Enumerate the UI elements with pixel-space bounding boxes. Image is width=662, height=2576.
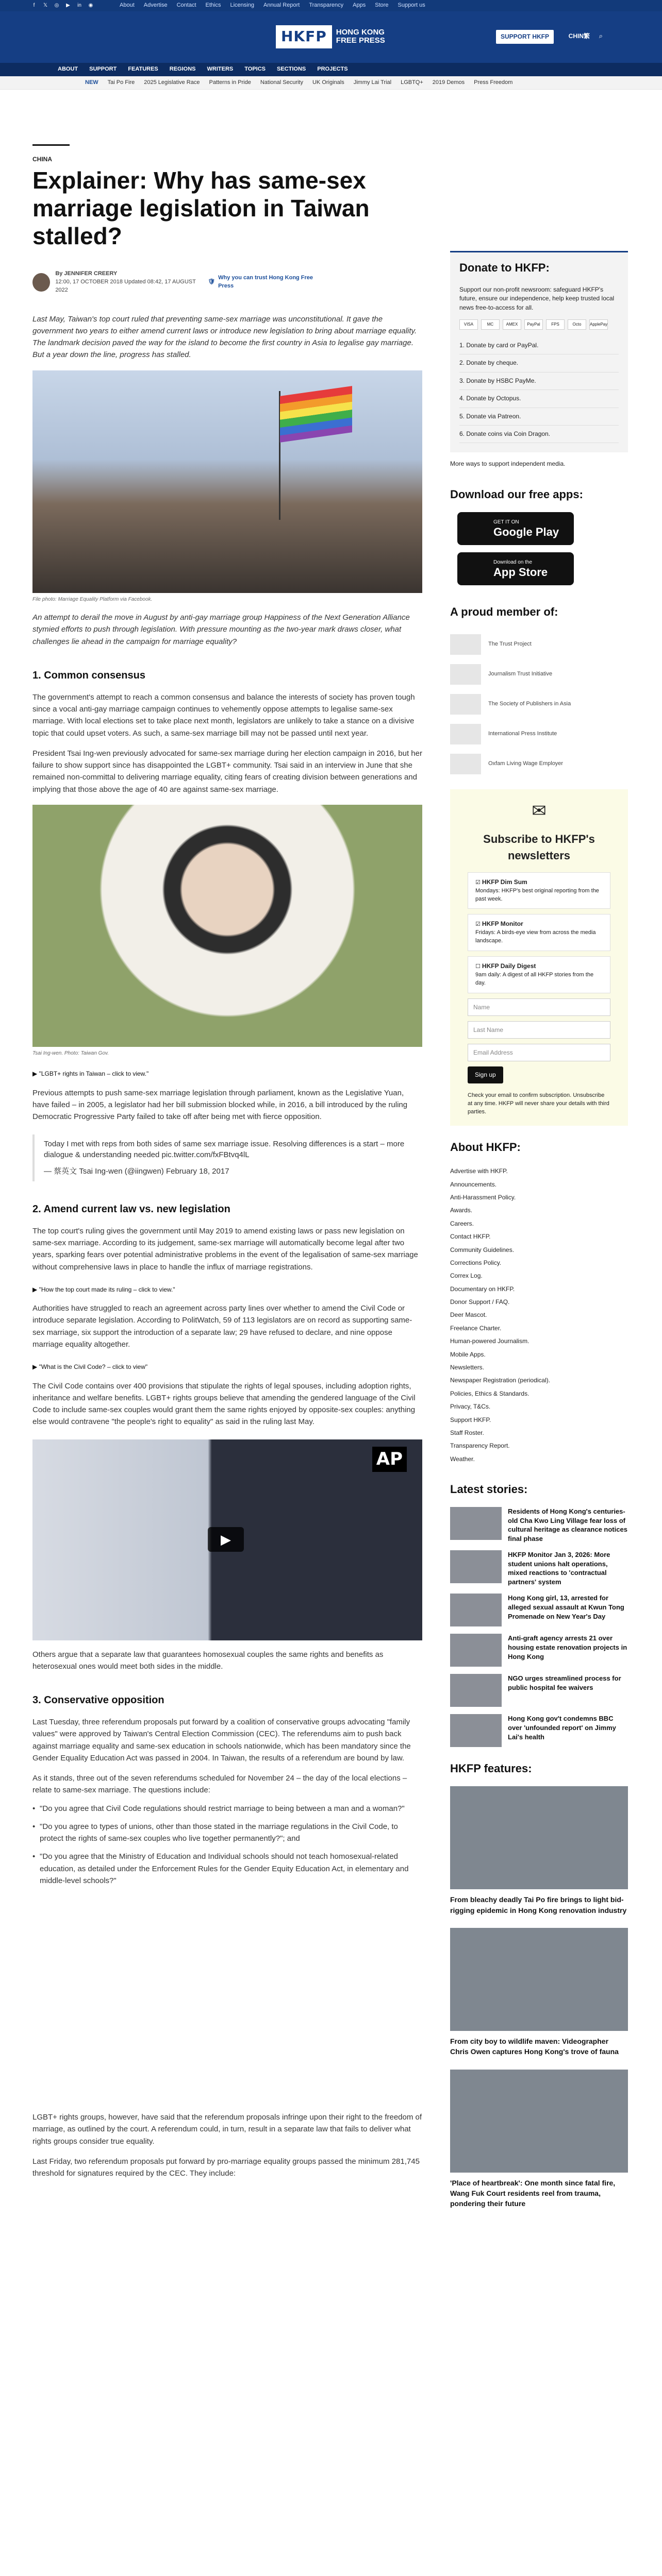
about-link[interactable]: Policies, Ethics & Standards. bbox=[450, 1389, 529, 1397]
tag-link[interactable]: 2025 Legislative Race bbox=[144, 79, 200, 86]
paragraph: The Civil Code contains over 400 provisions that stipulate the rights of legal spouses, including adoption rights, inheritance and welfare benefits. LGBT+ rights groups believe that amending the gendered language of the Civil Code to include same-sex couples would grant them the same rights enjoyed by opposite-sex couples: anything else would contravene "the people's right to equality" as said in the ruling last May. bbox=[32, 1381, 416, 1427]
newsletter-option[interactable]: ☑ HKFP Dim Sum Mondays: HKFP's best original reporting from the past week. bbox=[468, 872, 610, 909]
donate-option[interactable]: 1. Donate by card or PayPal. bbox=[459, 337, 619, 354]
member-logo[interactable]: The Trust Project bbox=[450, 630, 628, 659]
facebook-icon[interactable]: f bbox=[33, 3, 35, 8]
about-link[interactable]: Community Guidelines. bbox=[450, 1246, 515, 1253]
member-title: A proud member of: bbox=[450, 605, 558, 618]
linkedin-icon[interactable]: in bbox=[77, 3, 81, 8]
rainbow-flag-photo bbox=[32, 370, 422, 593]
latest-story[interactable]: NGO urges streamlined process for public hospital fee waivers bbox=[450, 1674, 628, 1707]
subscribe-title: Subscribe to HKFP's newsletters bbox=[483, 832, 595, 862]
about-link[interactable]: Awards. bbox=[450, 1207, 473, 1214]
tag-link[interactable]: LGBTQ+ bbox=[401, 79, 423, 86]
apps-title: Download our free apps: bbox=[450, 487, 583, 501]
play-icon[interactable]: ▶ bbox=[208, 1527, 244, 1552]
tag-link[interactable]: Jimmy Lai Trial bbox=[353, 79, 392, 86]
category-rule bbox=[32, 144, 70, 146]
top-link[interactable]: Annual Report bbox=[263, 2, 300, 9]
nav-item[interactable]: ABOUT bbox=[58, 66, 78, 73]
newsletter-option[interactable]: ☑ HKFP Monitor Fridays: A birds-eye view from across the media landscape. bbox=[468, 914, 610, 951]
youtube-icon[interactable]: ▶ bbox=[66, 3, 70, 8]
donate-box bbox=[450, 251, 628, 452]
article-category[interactable]: CHINA bbox=[32, 156, 52, 163]
section-heading: 2. Amend current law vs. new legislation bbox=[32, 1203, 230, 1215]
tag-link[interactable]: 2019 Demos bbox=[432, 79, 465, 86]
paragraph: As it stands, three out of the seven referendums scheduled for November 24 – the day of the local elections – relate to same-sex marriage. The questions include: bbox=[32, 1774, 407, 1795]
nav-item[interactable]: PROJECTS bbox=[317, 66, 348, 73]
sidebar bbox=[450, 251, 628, 2221]
top-link[interactable]: Advertise bbox=[143, 2, 168, 9]
first-name-input[interactable]: Name bbox=[468, 998, 610, 1016]
octopus-logo: Octo bbox=[568, 319, 586, 330]
top-link[interactable]: Contact bbox=[176, 2, 196, 9]
expand-toggle[interactable]: ▶ "How the top court made its ruling – click to view." bbox=[32, 1285, 175, 1293]
nav-item[interactable]: REGIONS bbox=[169, 66, 196, 73]
google-play-button[interactable]: GET IT ON Google Play bbox=[457, 512, 574, 545]
section-heading: 1. Common consensus bbox=[32, 669, 145, 681]
mail-icon: ✉ bbox=[532, 801, 547, 821]
paypal-logo: PayPal bbox=[524, 319, 543, 330]
subscribe-note: Check your email to confirm subscription. Unsubscribe at any time. HKFP will never share your details with third parties. bbox=[468, 1092, 609, 1115]
email-input[interactable]: Email Address bbox=[468, 1044, 610, 1061]
feature-story[interactable]: 'Place of heartbreak': One month since fatal fire, Wang Fuk Court residents reel from trauma, pondering their future bbox=[450, 2070, 628, 2209]
tag-link[interactable]: Patterns in Pride bbox=[209, 79, 251, 86]
nav-item[interactable]: SUPPORT bbox=[89, 66, 117, 73]
about-link[interactable]: Announcements. bbox=[450, 1180, 497, 1188]
instagram-icon[interactable]: ◎ bbox=[54, 3, 59, 8]
about-link[interactable]: Corrections Policy. bbox=[450, 1259, 502, 1266]
nav-item[interactable]: SECTIONS bbox=[277, 66, 306, 73]
search-icon[interactable]: ⌕ bbox=[599, 32, 603, 40]
top-link[interactable]: Apps bbox=[353, 2, 366, 9]
about-link[interactable]: Staff Roster. bbox=[450, 1429, 484, 1436]
photo-caption: Tsai Ing-wen. Photo: Taiwan Gov. bbox=[32, 1050, 109, 1056]
about-link[interactable]: Advertise with HKFP. bbox=[450, 1167, 508, 1175]
list-item: • "Do you agree that Civil Code regulations should restrict marriage to being between a man and a woman?" bbox=[32, 1803, 422, 1815]
about-link[interactable]: Donor Support / FAQ. bbox=[450, 1298, 510, 1306]
article-title: Explainer: Why has same-sex marriage legislation in Taiwan stalled? bbox=[32, 167, 370, 250]
top-link[interactable]: About bbox=[120, 2, 135, 9]
member-logo[interactable]: Oxfam Living Wage Employer bbox=[450, 749, 628, 779]
site-header bbox=[0, 11, 662, 63]
paragraph: The top court's ruling gives the government until May 2019 to amend existing laws or pass new legislation on same-sex marriage. According to its judgement, same-sex marriage will automatically become legal after two years, sparking fears over potential administrative problems in the event of the legalisation of same-sex marriage without comprehensive laws in place to handle the influx of marriage registrations. bbox=[32, 1226, 418, 1272]
paragraph: Others argue that a separate law that guarantees homosexual couples the same rights and benefits as heterosexual ones would meet both sides in the middle. bbox=[32, 1650, 384, 1671]
about-link[interactable]: Newsletters. bbox=[450, 1364, 485, 1371]
latest-story[interactable]: Anti-graft agency arrests 21 over housing estate renovation projects in Hong Kong bbox=[450, 1634, 628, 1667]
latest-story[interactable]: Residents of Hong Kong's centuries-old Cha Kwo Ling Village fear loss of cultural heritage as clearance notices final phase bbox=[450, 1507, 628, 1543]
byline bbox=[32, 270, 422, 295]
rss-icon[interactable]: ◉ bbox=[88, 3, 93, 8]
ap-badge: AP bbox=[372, 1447, 407, 1472]
author-avatar bbox=[32, 273, 50, 292]
top-links bbox=[120, 2, 425, 10]
video-player[interactable] bbox=[32, 1439, 422, 1640]
member-logo[interactable]: Journalism Trust Initiative bbox=[450, 659, 628, 689]
donate-title: Donate to HKFP: bbox=[459, 261, 550, 274]
article bbox=[32, 144, 422, 2179]
features-title: HKFP features: bbox=[450, 1762, 532, 1775]
latest-story[interactable]: HKFP Monitor Jan 3, 2026: More student unions halt operations, mixed reactions to 'contractual partners' system bbox=[450, 1550, 628, 1586]
about-link[interactable]: Careers. bbox=[450, 1219, 474, 1227]
logo-text: HONG KONG FREE PRESS bbox=[336, 28, 385, 45]
tweet-text: Today I met with reps from both sides of same sex marriage issue. Resolving differences is a start – more dialogue & understanding needed pic.twitter.com/fxFBtvq4lL bbox=[44, 1139, 405, 1160]
new-badge: NEW bbox=[85, 79, 98, 86]
about-link[interactable]: Contact HKFP. bbox=[450, 1233, 491, 1241]
last-name-input[interactable]: Last Name bbox=[468, 1021, 610, 1039]
nav-item[interactable]: TOPICS bbox=[244, 66, 266, 73]
main-nav bbox=[0, 63, 662, 76]
paragraph: An attempt to derail the move in August by anti-gay marriage group Happiness of the Next Generation Alliance stymied efforts to push through legislation. With pressure mounting as the two-year mark draws closer, what challenges lie ahead in the campaign for marriage equality? bbox=[32, 613, 410, 646]
about-link[interactable]: Privacy, T&Cs. bbox=[450, 1403, 491, 1411]
tag-link[interactable]: National Security bbox=[260, 79, 303, 86]
about-list bbox=[450, 1165, 628, 1466]
photo-caption: File photo: Marriage Equality Platform via Facebook. bbox=[32, 596, 153, 602]
tag-link[interactable]: Tai Po Fire bbox=[107, 79, 135, 86]
expand-toggle[interactable]: ▶ "What is the Civil Code? – click to view" bbox=[32, 1363, 148, 1371]
ad-space bbox=[32, 1887, 422, 2103]
top-link[interactable]: Licensing bbox=[230, 2, 254, 9]
hkfp-logo[interactable] bbox=[276, 25, 385, 48]
fps-logo: FPS bbox=[546, 319, 565, 330]
twitter-icon[interactable]: 𝕏 bbox=[43, 3, 48, 8]
list-item: • "Do you agree that the Ministry of Education and Individual schools should not teach homosexual-related education, as detailed under the Enforcement Rules for the Gender Equity Education Act, in elementary and middle-level schools?" bbox=[32, 1851, 422, 1887]
about-link[interactable]: Documentary on HKFP. bbox=[450, 1285, 515, 1293]
paragraph: The government's attempt to reach a common consensus and balance the interests of society has proven tough since a vocal anti-gay marriage campaign continues to vehemently oppose attempts to legalise same-sex marriage. With local elections set to take place next month, legislators are unlikely to take a stance on a divisive topic that could upset voters. As such, a same-sex marriage bill may not be passed until next year. bbox=[32, 692, 415, 738]
language-toggle[interactable]: CHIN繁 bbox=[568, 32, 590, 40]
latest-title: Latest stories: bbox=[450, 1483, 528, 1496]
top-link[interactable]: Ethics bbox=[205, 2, 221, 9]
paragraph: Authorities have struggled to reach an agreement across party lines over whether to amend the Civil Code or introduce separate legislation. According to PolitWatch, 59 of 113 legislators are on record as supporting same-sex marriage, six support the introduction of a separate law; 29 have refused to declare, and nine oppose marriage equality altogether. bbox=[32, 1304, 412, 1349]
trust-link[interactable]: 🛡 Why you can trust Hong Kong Free Press bbox=[208, 274, 313, 289]
about-title: About HKFP: bbox=[450, 1141, 521, 1154]
latest-story[interactable]: Hong Kong gov't condemns BBC over 'unfounded report' on Jimmy Lai's health bbox=[450, 1714, 628, 1747]
about-link[interactable]: Support HKFP. bbox=[450, 1416, 491, 1423]
article-date: 12:00, 17 OCTOBER 2018 Updated 08:42, 17 AUGUST 2022 bbox=[55, 278, 196, 293]
paragraph: LGBT+ rights groups, however, have said that the referendum proposals infringe upon their right to the freedom of marriage, as outlined by the court. A referendum could, in turn, result in a separate law that fails to deliver what rights groups consider true equality. bbox=[32, 2113, 422, 2146]
author-name[interactable]: By JENNIFER CREERY bbox=[55, 270, 118, 277]
amex-logo: AMEX bbox=[503, 319, 521, 330]
list-item: • "Do you agree to types of unions, other than those stated in the marriage regulations in the Civil Code, to protect the rights of same-sex couples who live together permanently?"; and bbox=[32, 1821, 422, 1845]
expand-toggle[interactable]: ▶ "LGBT+ rights in Taiwan – click to view." bbox=[32, 1070, 149, 1078]
nav-item[interactable]: FEATURES bbox=[128, 66, 158, 73]
donate-option[interactable]: 2. Donate by cheque. bbox=[459, 354, 619, 372]
donate-text[interactable]: Support our non-profit newsroom: safeguard HKFP's future, ensure our independence, help keep trusted local news free-to-access for all. bbox=[459, 285, 615, 311]
more-ways-link[interactable]: More ways to support independent media. bbox=[450, 460, 566, 468]
visa-logo: VISA bbox=[459, 319, 478, 330]
about-link[interactable]: Mobile Apps. bbox=[450, 1350, 486, 1358]
about-link[interactable]: Deer Mascot. bbox=[450, 1311, 487, 1319]
top-link[interactable]: Support us bbox=[398, 2, 425, 9]
paragraph: Last Tuesday, three referendum proposals put forward by a coalition of conservative groups advocating "family values" were approved by Taiwan's Central Election Commission (CEC). The referendums aim to push back against marriage equality and same-sex education in schools nationwide, which has been mandatory since the Gender Equality Education Act was passed in 2004. In Taiwan, the results of a referendum are bound by law. bbox=[32, 1718, 411, 1762]
donate-option[interactable]: 6. Donate coins via Coin Dragon. bbox=[459, 426, 619, 443]
mastercard-logo: MC bbox=[481, 319, 500, 330]
newsletter-option[interactable]: ☐ HKFP Daily Digest 9am daily: A digest of all HKFP stories from the day. bbox=[468, 956, 610, 993]
about-link[interactable]: Newspaper Registration (periodical). bbox=[450, 1377, 551, 1384]
donate-option[interactable]: 5. Donate via Patreon. bbox=[459, 408, 619, 426]
member-logo[interactable]: The Society of Publishers in Asia bbox=[450, 689, 628, 719]
paragraph: Last Friday, two referendum proposals put forward by pro-marriage equality groups passed the minimum 281,745 threshold for signatures required by the CEC. They include: bbox=[32, 2157, 420, 2178]
embedded-tweet bbox=[32, 1134, 422, 1181]
sign-up-button[interactable]: Sign up bbox=[468, 1066, 503, 1083]
tag-link[interactable]: Press Freedom bbox=[474, 79, 513, 86]
payment-logos bbox=[459, 319, 619, 330]
feature-story[interactable]: From bleachy deadly Tai Po fire brings to light bid-rigging epidemic in Hong Kong renovation industry bbox=[450, 1786, 628, 1916]
about-link[interactable]: Correx Log. bbox=[450, 1272, 483, 1280]
newsletter-signup bbox=[450, 789, 628, 1126]
tweet-author[interactable]: — 蔡英文 Tsai Ing-wen (@iingwen) February 18, 2017 bbox=[44, 1167, 229, 1176]
feature-story[interactable]: From city boy to wildlife maven: Videographer Chris Owen captures Hong Kong's trove of fauna bbox=[450, 1928, 628, 2057]
applepay-logo: ApplePay bbox=[589, 319, 608, 330]
shield-icon: 🛡 bbox=[208, 278, 216, 285]
donate-option[interactable]: 4. Donate by Octopus. bbox=[459, 390, 619, 408]
top-link[interactable]: Transparency bbox=[309, 2, 344, 9]
about-link[interactable]: Human-powered Journalism. bbox=[450, 1337, 529, 1345]
about-link[interactable]: Freelance Charter. bbox=[450, 1324, 502, 1332]
about-link[interactable]: Transparency Report. bbox=[450, 1442, 510, 1450]
article-lede: Last May, Taiwan's top court ruled that preventing same-sex marriage was unconstitutional. It gave the government two years to either amend current laws or introduce new legislation to bring about marriage equality. The landmark decision paved the way for the island to become the first country in Asia to legalise gay marriage. But a year down the line, progress has stalled. bbox=[32, 314, 417, 360]
section-heading: 3. Conservative opposition bbox=[32, 1694, 164, 1706]
about-link[interactable]: Anti-Harassment Policy. bbox=[450, 1193, 516, 1201]
paragraph: President Tsai Ing-wen previously advocated for same-sex marriage during her election campaign in 2016, but her failure to show support since has disappointed the LGBT+ community. Tsai said in an interview in June that she remained non-committal to delivering marriage equality, citing fears of creating division between generations and implying that those above the age of 40 are against same-sex marriage. bbox=[32, 749, 422, 794]
paragraph: Previous attempts to push same-sex marriage legislation through parliament, known as the Legislative Yuan, have failed – in 2005, a legislator had her bill submission blocked while, in 2016, a bill introduced by the ruling Democratic Progressive Party failed to take off after being met with fierce opposition. bbox=[32, 1088, 408, 1122]
tag-link[interactable]: UK Originals bbox=[312, 79, 344, 86]
about-link[interactable]: Weather. bbox=[450, 1455, 475, 1463]
logo-mark: HKFP bbox=[276, 25, 332, 48]
trending-tags bbox=[0, 76, 662, 90]
social-icons bbox=[31, 3, 94, 9]
nav-item[interactable]: WRITERS bbox=[207, 66, 234, 73]
top-link[interactable]: Store bbox=[375, 2, 389, 9]
app-store-button[interactable]: Download on the App Store bbox=[457, 552, 574, 585]
top-utility-bar bbox=[0, 0, 662, 11]
member-logo[interactable]: International Press Institute bbox=[450, 719, 628, 749]
latest-story[interactable]: Hong Kong girl, 13, arrested for alleged sexual assault at Kwun Tong Promenade on New Year's Day bbox=[450, 1594, 628, 1626]
donate-option[interactable]: 3. Donate by HSBC PayMe. bbox=[459, 372, 619, 390]
support-hkfp-button[interactable]: SUPPORT HKFP bbox=[496, 30, 554, 44]
tsai-ing-wen-photo bbox=[32, 805, 422, 1047]
